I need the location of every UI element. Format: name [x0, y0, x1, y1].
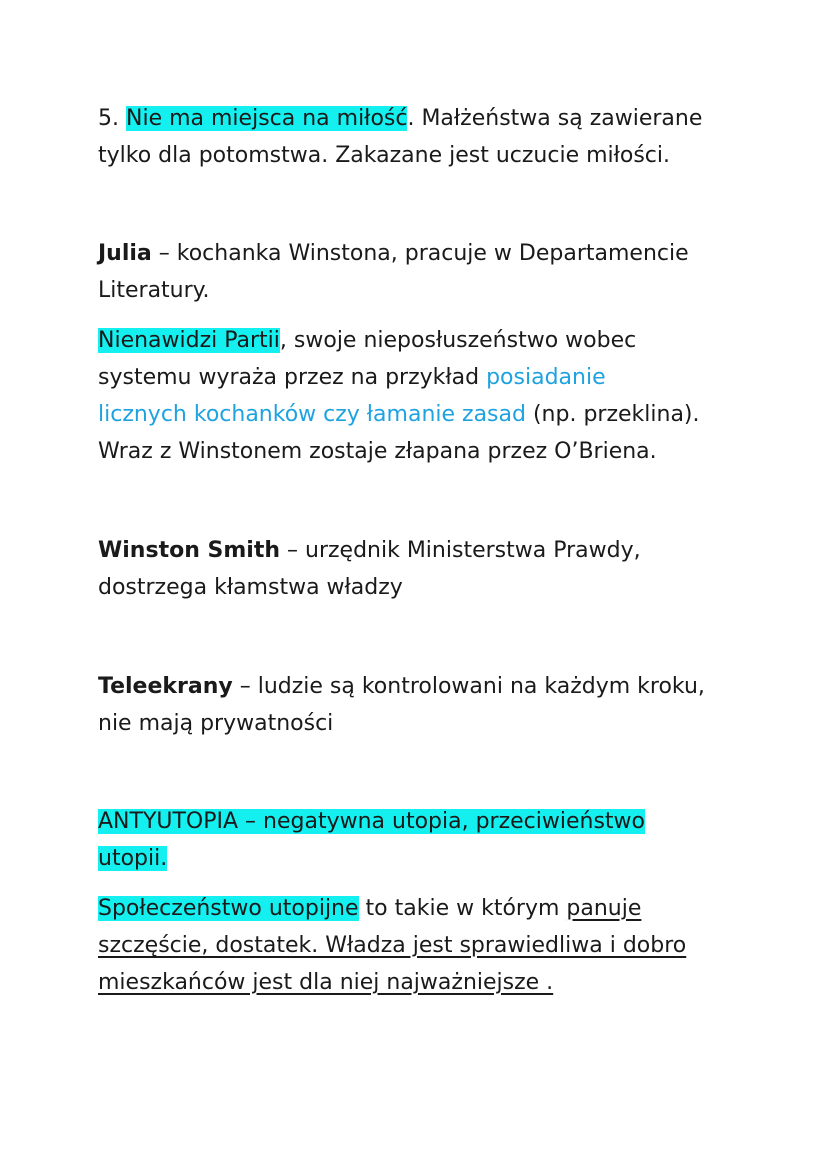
underlined-line: mieszkańców jest dla niej najważniejsze . — [98, 970, 554, 995]
paragraph-utopia — [98, 890, 758, 1001]
paragraph-line — [98, 532, 758, 569]
paragraph-line — [98, 890, 758, 927]
text-fragment: . Małżeństwa są zawierane — [407, 106, 703, 131]
highlighted-phrase: Nie ma miejsca na miłość — [126, 106, 408, 131]
blue-phrase: posiadanie — [486, 365, 606, 390]
paragraph-line: Wraz z Winstonem zostaje złapana przez O’Briena. — [98, 439, 657, 464]
highlighted-phrase: Społeczeństwo utopijne — [98, 896, 359, 921]
term-teleekrany: Teleekrany — [98, 674, 233, 699]
paragraph-line: tylko dla potomstwa. Zakazane jest uczucie miłości. — [98, 143, 671, 168]
paragraph-line: dostrzega kłamstwa władzy — [98, 575, 403, 600]
text-fragment: – ludzie są kontrolowani na każdym kroku, — [232, 674, 705, 699]
paragraph-line — [98, 322, 758, 359]
text-fragment: – urzędnik Ministerstwa Prawdy, — [280, 538, 641, 563]
paragraph-line — [98, 668, 758, 705]
paragraph-line: Literatury. — [98, 278, 210, 303]
paragraph-winston — [98, 532, 758, 606]
underlined-phrase: panuje — [566, 896, 642, 921]
text-fragment: systemu wyraża przez na przykład — [98, 365, 487, 390]
text-fragment: – kochanka Winstona, pracuje w Departamencie — [151, 241, 689, 266]
paragraph-julia — [98, 235, 758, 309]
paragraph-line — [98, 803, 758, 840]
paragraph-line — [98, 840, 758, 877]
text-fragment: to takie w którym — [358, 896, 567, 921]
list-number: 5. — [98, 106, 119, 131]
paragraph-teleekrany — [98, 668, 758, 742]
text-fragment: (np. przeklina). — [525, 402, 700, 427]
paragraph-line — [98, 359, 758, 396]
paragraph-antyutopia — [98, 803, 758, 877]
highlighted-definition: ANTYUTOPIA – negatywna utopia, przeciwieństwo — [98, 809, 646, 834]
text-fragment: , swoje nieposłuszeństwo wobec — [279, 328, 637, 353]
underlined-line: szczęście, dostatek. Władza jest sprawiedliwa i dobro — [98, 933, 687, 958]
paragraph-no-love — [98, 100, 758, 174]
paragraph-line — [98, 235, 758, 272]
blue-phrase: licznych kochanków czy łamanie zasad — [98, 402, 526, 427]
paragraph-line — [98, 100, 758, 137]
paragraph-line: nie mają prywatności — [98, 711, 334, 736]
term-winston-smith: Winston Smith — [98, 538, 281, 563]
paragraph-julia-details — [98, 322, 758, 470]
highlighted-phrase: Nienawidzi Partii — [98, 328, 280, 353]
term-julia: Julia — [98, 241, 152, 266]
highlighted-definition: utopii. — [98, 846, 168, 871]
paragraph-line — [98, 396, 758, 433]
